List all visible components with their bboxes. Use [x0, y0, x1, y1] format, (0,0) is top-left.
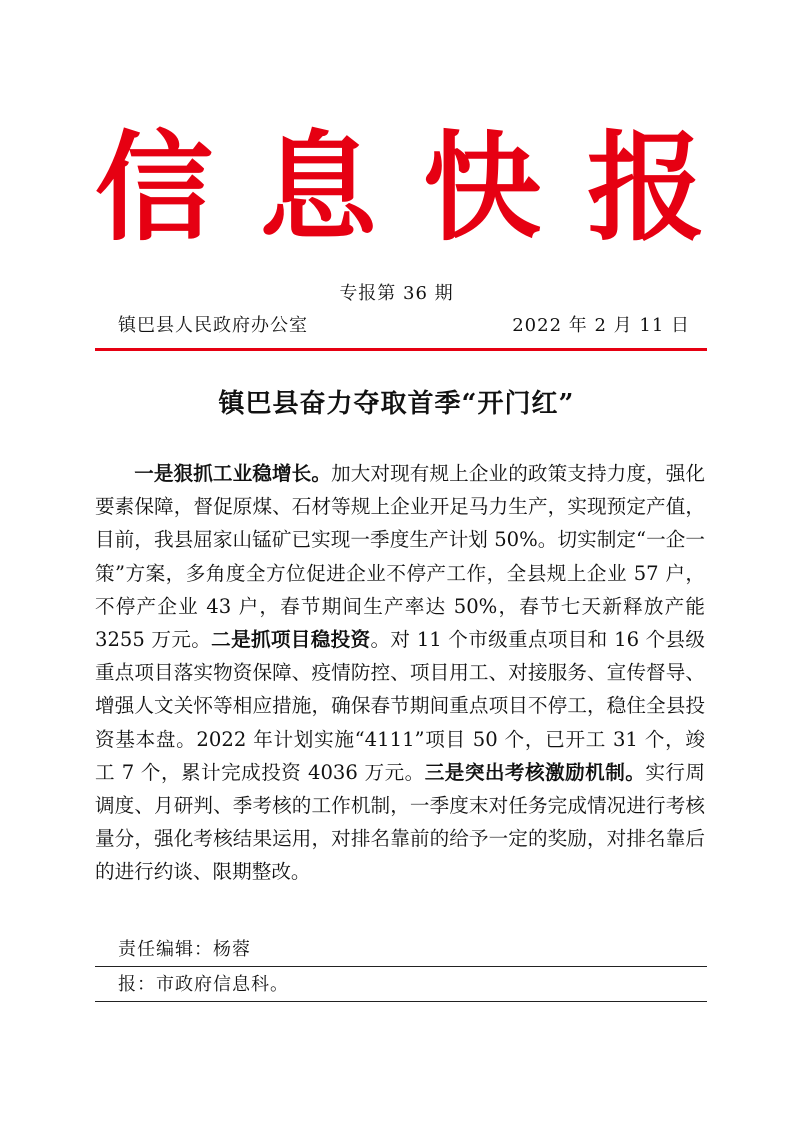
report-recipient: 报：市政府信息科。 [118, 974, 289, 995]
masthead-char-2: 息 [259, 118, 378, 257]
responsible-editor: 责任编辑：杨蓉 [118, 939, 251, 960]
body-text-2: 。对 11 个市级重点项目和 16 个县级重点项目落实物资保障、疫情防控、项目用工、对接服务、宣传督导、增强人文关怀等相应措施，确保春节期间重点项目不停工，稳住全县投资基本盘。2022 年计划实施“4111”项目 50 个，已开工 31 个，竣工 7 个，累计完成投资 4036 万元。 [95, 628, 706, 784]
footer-divider-bottom [95, 1001, 707, 1002]
body-text-3: 实行周调度、月研判、季考核的工作机制，一季度末对任务完成情况进行考核量分，强化考核结果运用，对排名靠前的给予一定的奖励，对排名靠后的进行约谈、限期整改。 [95, 760, 706, 884]
footer-divider-top [95, 966, 707, 967]
masthead-char-4: 报 [587, 118, 706, 257]
lead-heading-1: 一是狠抓工业稳增长。 [134, 462, 332, 485]
issuing-office: 镇巴县人民政府办公室 [118, 315, 308, 336]
body-text-1: 加大对现有规上企业的政策支持力度，强化要素保障，督促原煤、石材等规上企业开足马力生产，实现预定产值，目前，我县屈家山锰矿已实现一季度生产计划 50%。切实制定“一企一策”方案，多角度全方位促进企业不停产工作，全县规上企业 57 户，不停产企业 43 户，春节期间生产率达 50%，春节七天新释放产能 3255 万元。 [95, 462, 706, 652]
article-paragraph [95, 457, 705, 889]
meta-row [118, 314, 690, 338]
lead-heading-3: 三是突出考核激励机制。 [424, 760, 646, 784]
issue-number: 专报第 36 期 [339, 283, 454, 304]
red-divider [95, 348, 707, 351]
masthead-char-3: 快 [423, 118, 542, 257]
issue-date: 2022 年 2 月 11 日 [512, 315, 690, 336]
masthead-char-1: 信 [95, 118, 214, 257]
article-body [95, 457, 705, 889]
article-headline: 镇巴县奋力夺取首季“开门红” [218, 389, 575, 419]
masthead-title [95, 118, 705, 258]
lead-heading-2: 二是抓项目稳投资 [211, 628, 371, 652]
